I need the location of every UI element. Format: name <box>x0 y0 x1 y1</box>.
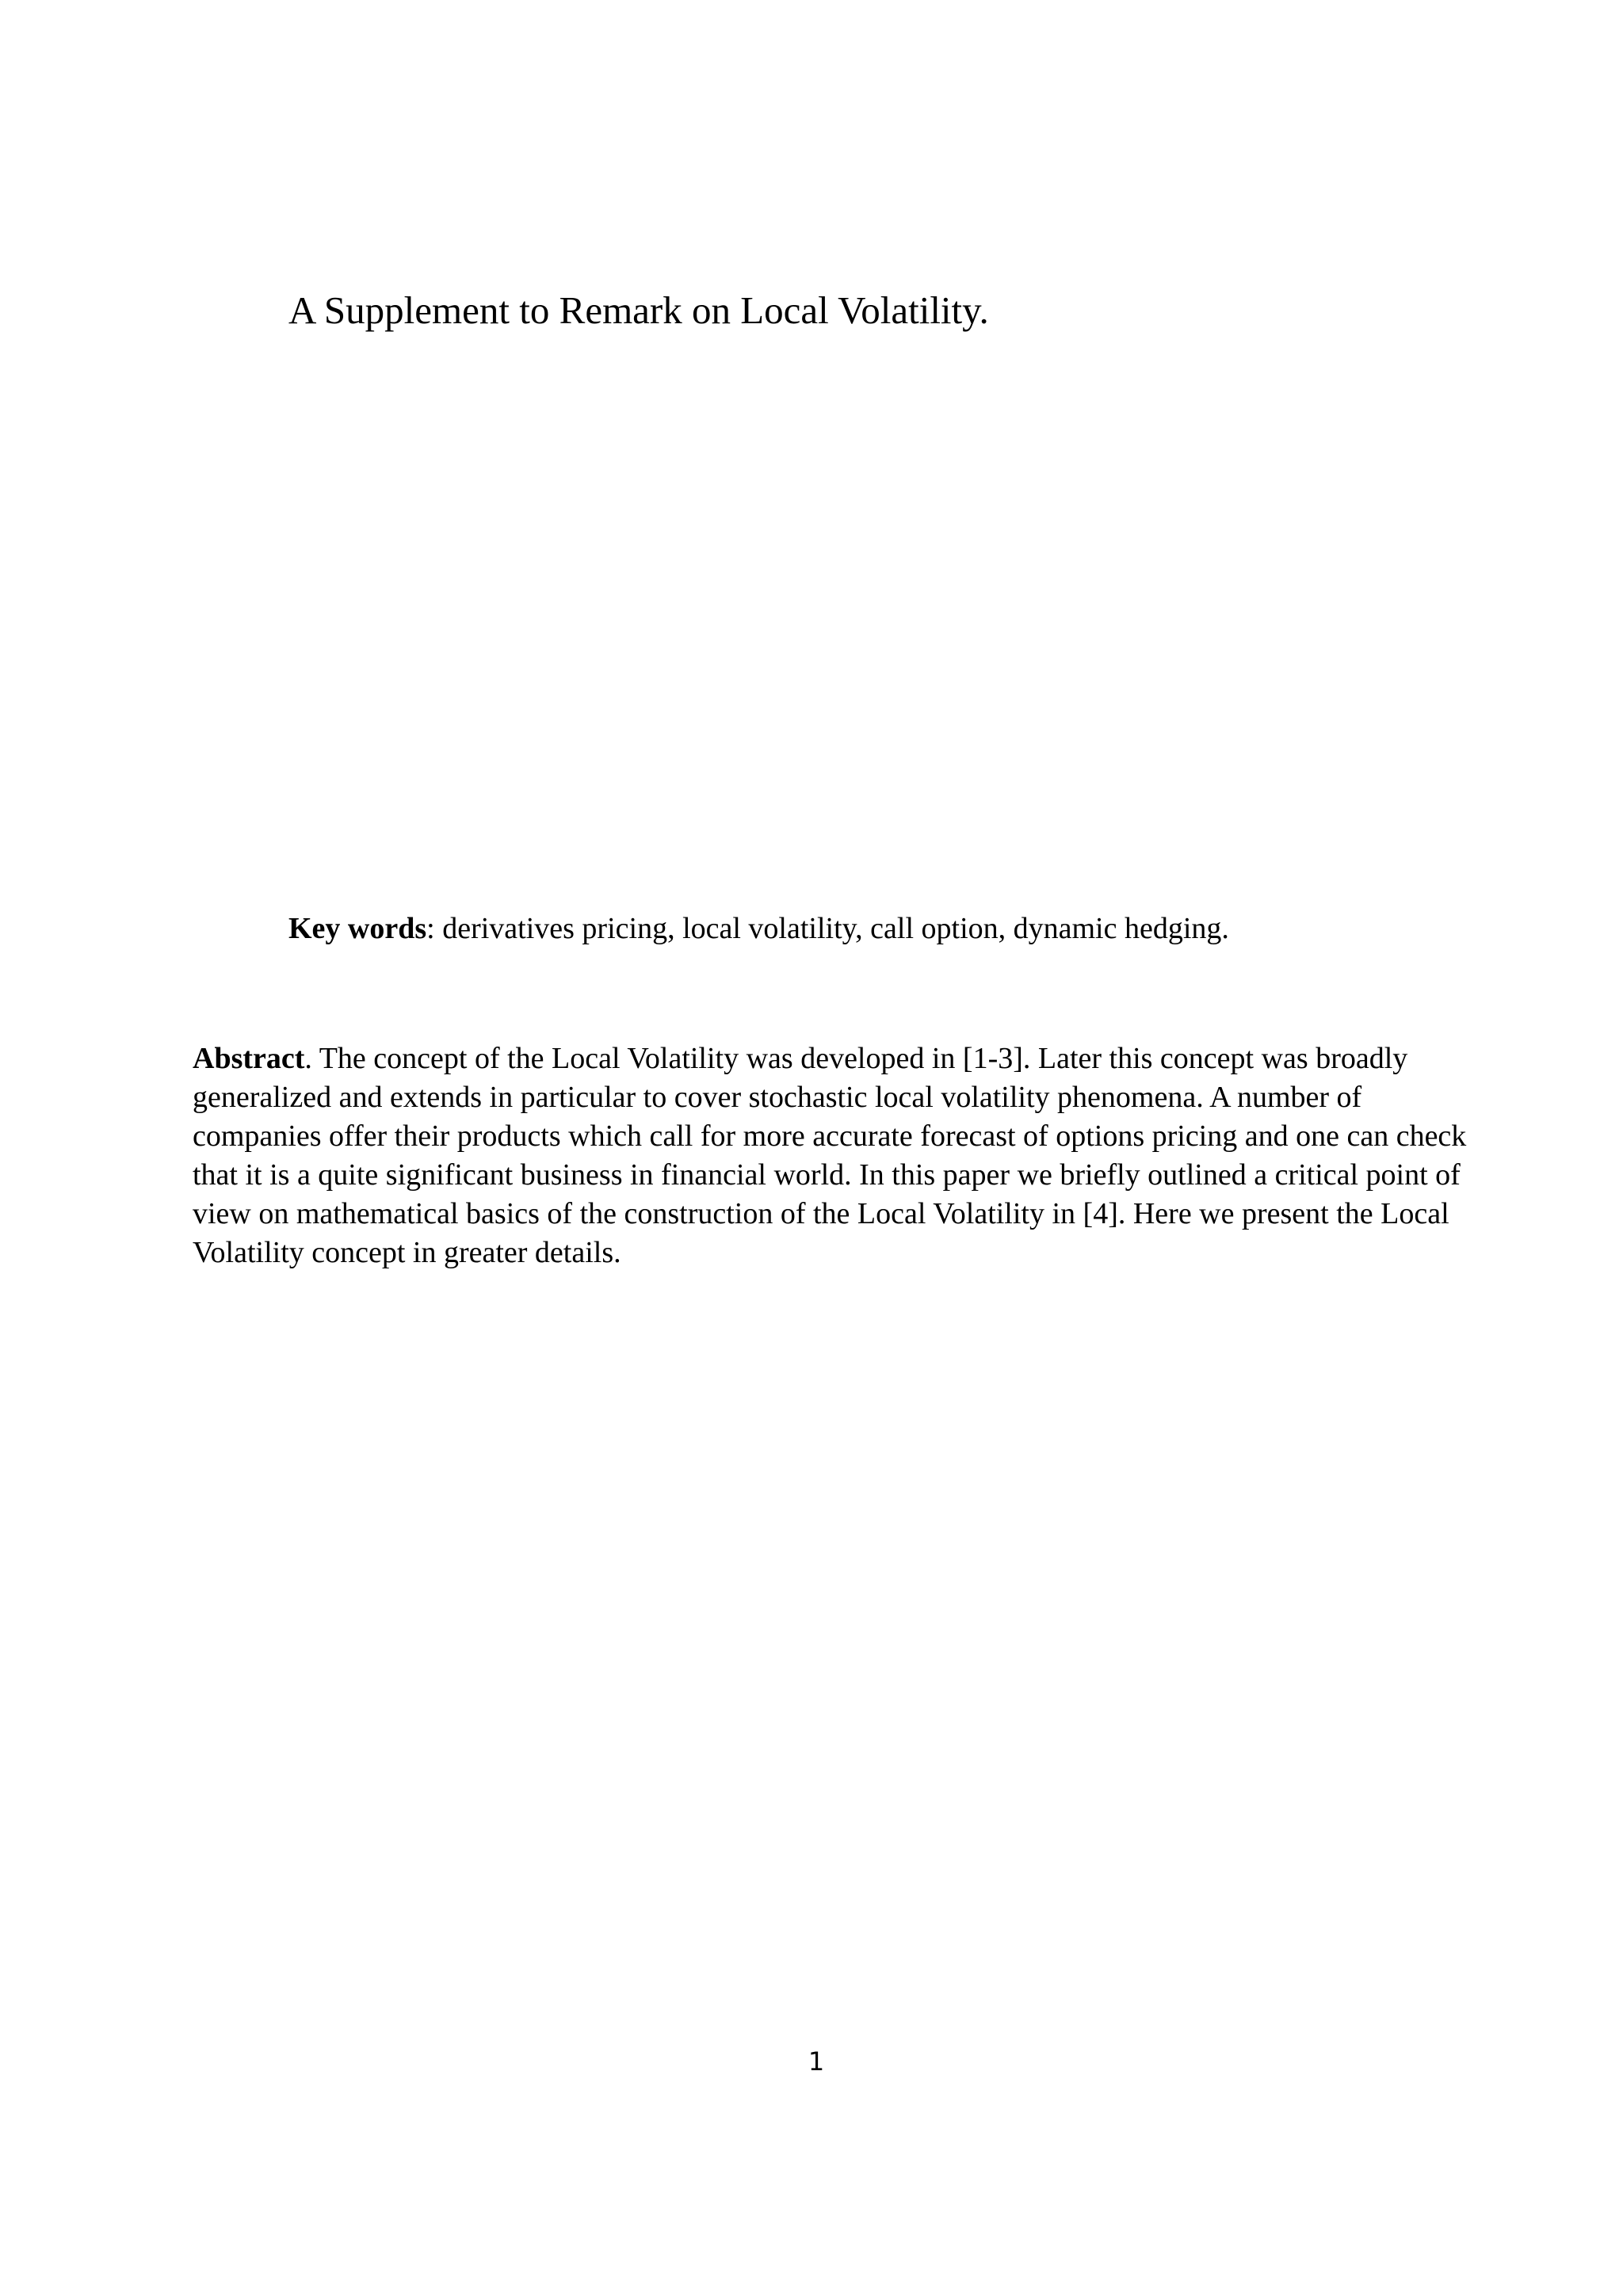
abstract-line: Volatility concept in greater details. <box>193 1236 621 1269</box>
abstract-line: generalized and extends in particular to cover stochastic local volatility phenomena. A number of <box>193 1081 1362 1114</box>
keywords-line <box>288 910 1229 948</box>
keywords-label: Key words <box>288 912 427 945</box>
page-number: 1 <box>808 2046 825 2077</box>
abstract-label: Abstract <box>193 1042 305 1075</box>
abstract-first-line-text: . The concept of the Local Volatility was developed in [1-3]. Later this concept was broadly <box>304 1042 1408 1075</box>
abstract-paragraph <box>193 1039 1467 1272</box>
abstract-line: companies offer their products which call for more accurate forecast of options pricing and one can check <box>193 1119 1467 1153</box>
document-title: A Supplement to Remark on Local Volatility. <box>288 288 989 332</box>
abstract-line <box>193 1039 1461 1078</box>
abstract-line: that it is a quite significant business in financial world. In this paper we briefly outlined a critical point of <box>193 1158 1461 1192</box>
keywords-separator: : <box>426 912 443 945</box>
abstract-line: view on mathematical basics of the construction of the Local Volatility in [4]. Here we present the Local <box>193 1197 1449 1230</box>
keywords-text: derivatives pricing, local volatility, call option, dynamic hedging. <box>442 912 1229 945</box>
